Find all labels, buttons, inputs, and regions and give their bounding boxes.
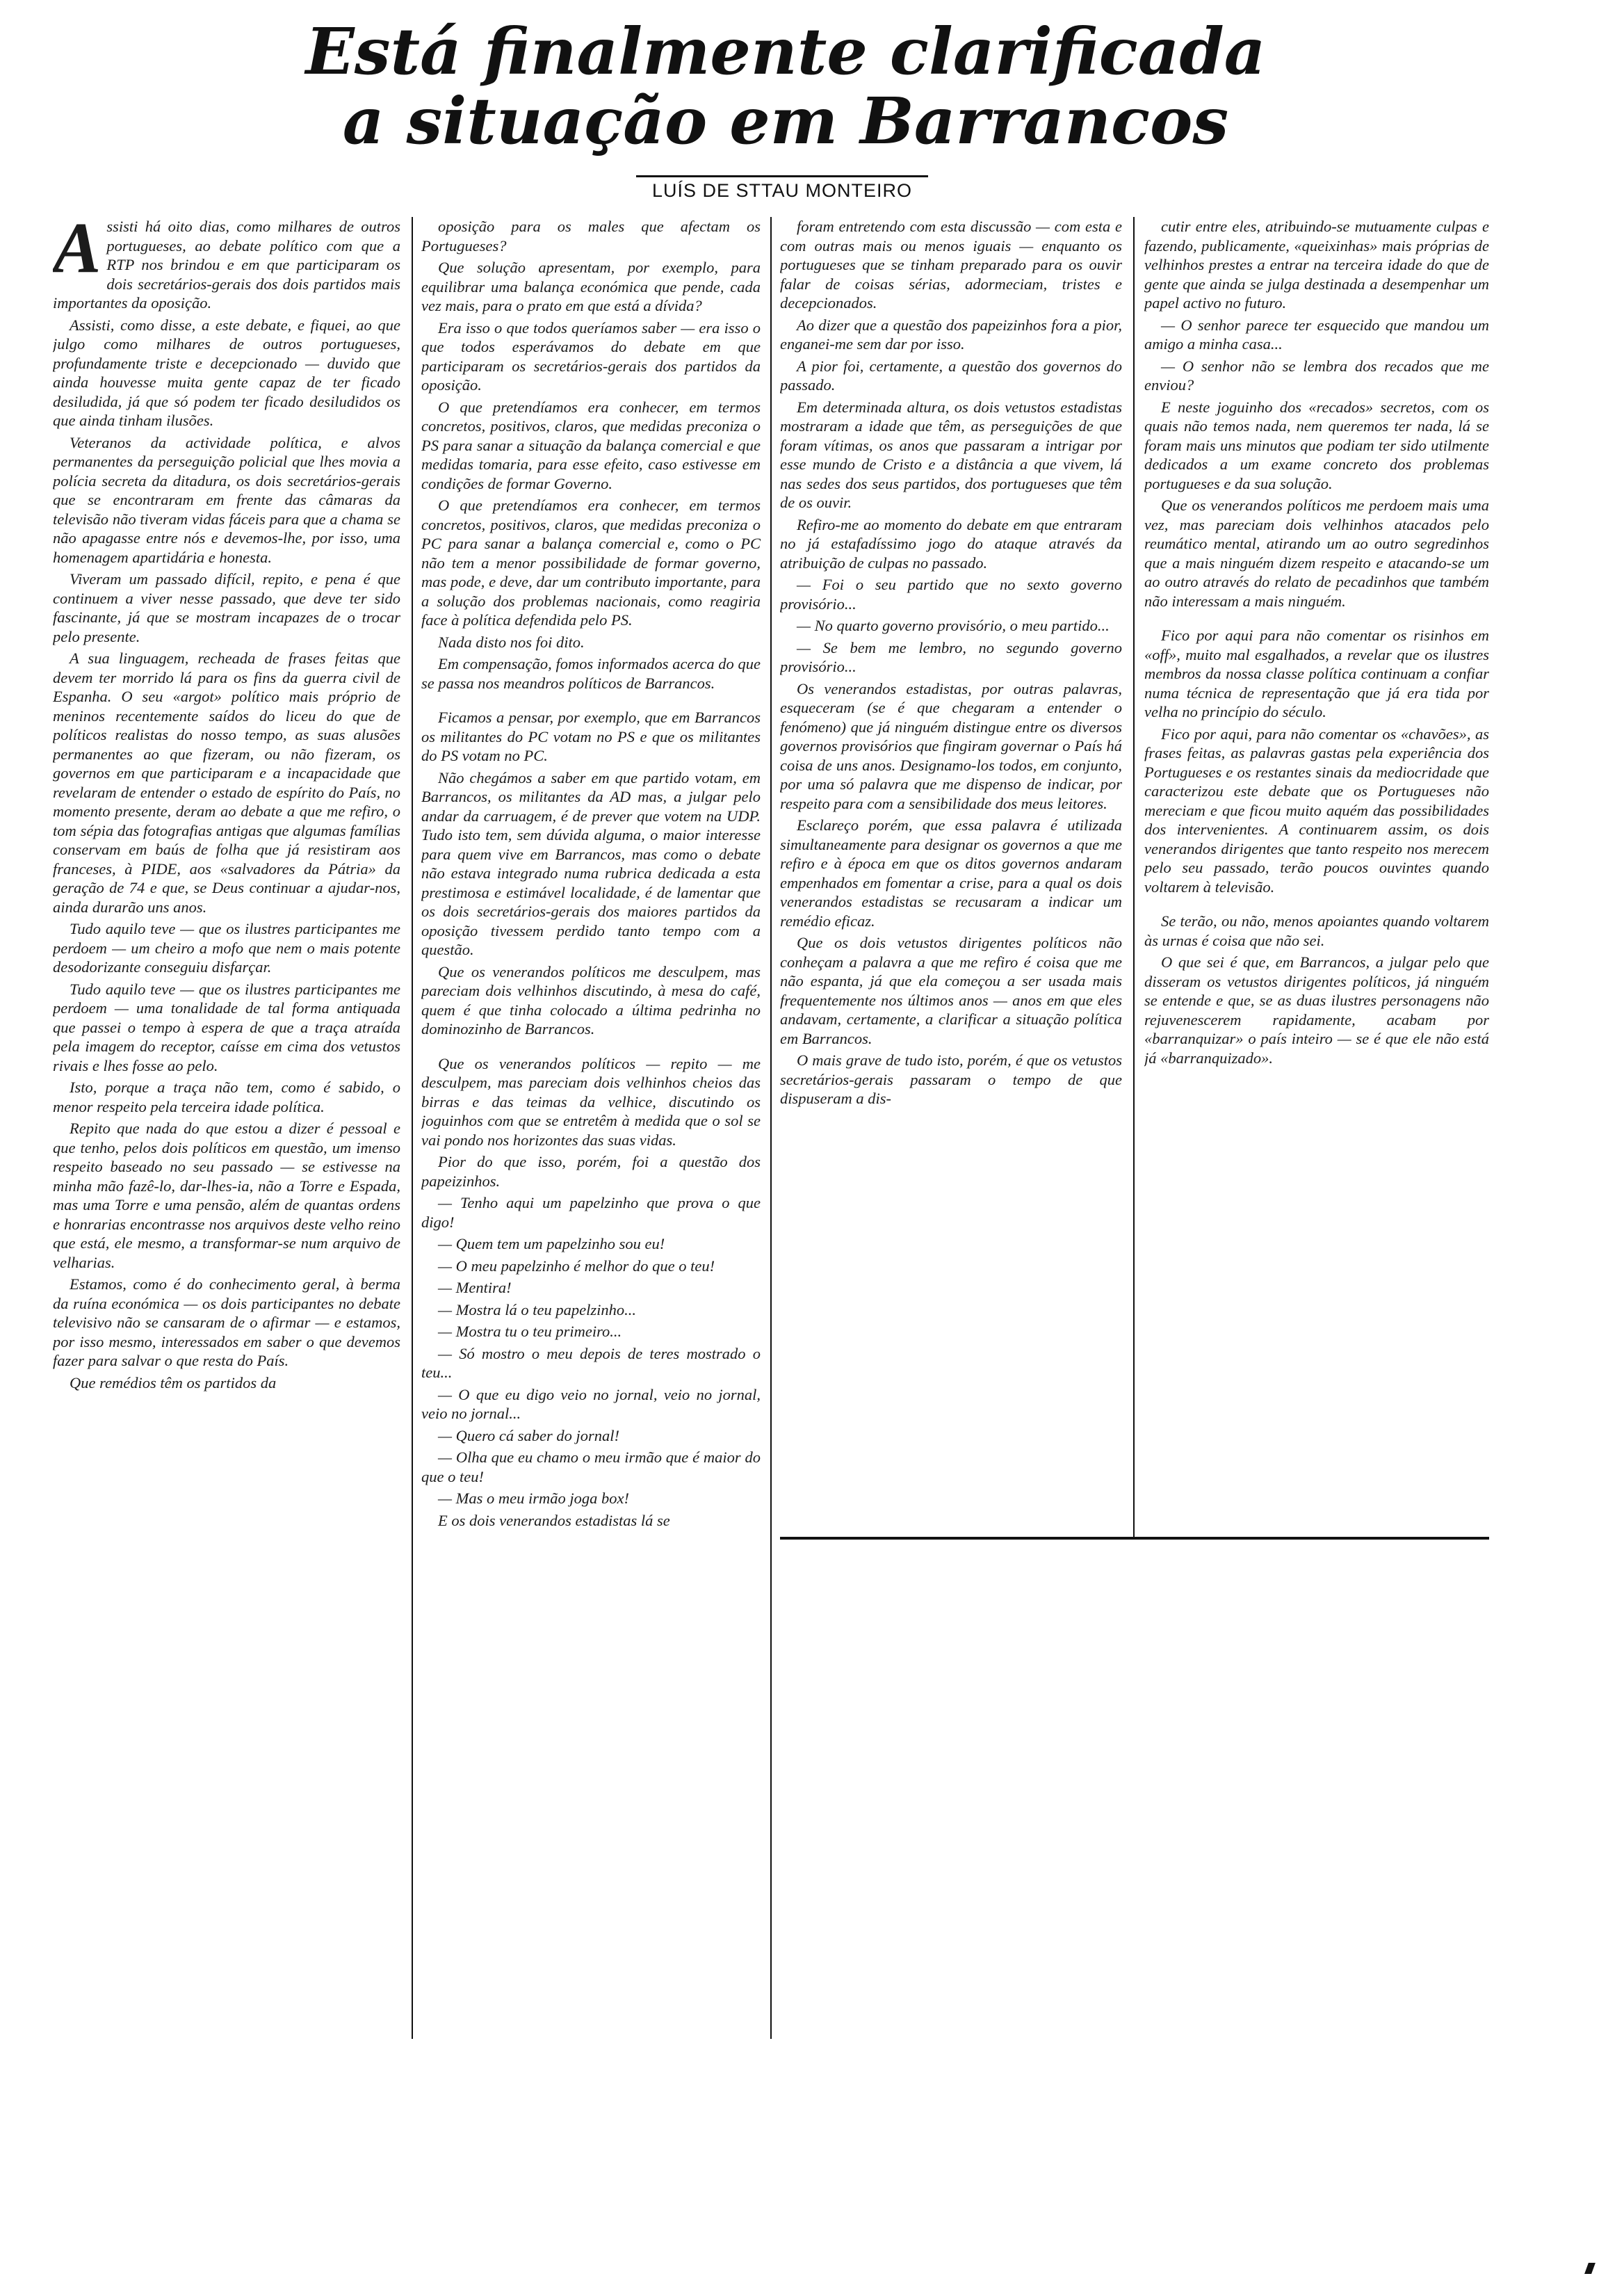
dialogue-line: — Quero cá saber do jornal! — [438, 1426, 620, 1444]
paragraph: Fico por aqui, para não comentar os «chavões», as frases feitas, as palavras gastas pela experiência dos Portugueses e os restantes sinais da mediocridade que caracterizou este debate que os Portugueses não mereciam e que ficou muito aquém das possibilidades dos intervenientes. A continuarem assim, os dois venerandos dirigentes que tanto respeito nos merecem pelo seu passado, terão poucos ouvintes quando voltarem à televisão. — [1144, 725, 1489, 896]
paragraph: Repito que nada do que estou a dizer é pessoal e que tenho, pelos dois políticos em questão, um imenso respeito baseado no seu passado — se estivesse na minha mão fazê-lo, dar-lhes-ia, não a Torre e Espada, mas uma Torre e uma pensão, além de quantas ordens e honrarias encontrasse nos arquivos deste velho reino que está, ele mesmo, a transformar-se num arquivo de velharias. — [53, 1120, 400, 1271]
dialogue-line: — O senhor não se lembra dos recados que me enviou? — [1144, 357, 1489, 394]
paragraph: Assisti há oito dias, como milhares de outros portugueses, ao debate político com que a RTP nos brindou e em que participaram os dois secretários-gerais dos dois partidos mais importantes da oposição. — [53, 217, 400, 312]
paragraph: Fico por aqui para não comentar os risinhos em «off», muito mal esgalhados, a revelar que os ilustres membros da nossa classe política continuam a confiar numa técnica de representação que já era tida por velha no princípio do século. — [1144, 627, 1489, 720]
paragraph: Que os venerandos políticos me perdoem mais uma vez, mas pareciam dois velhinhos atacados pelo reumático mental, atirando um ao outro segredinhos que a mais ninguém dizem respeito e atacando-se um ao outro através do relato de pecadinhos que também não interessam a mais ninguém. — [1144, 497, 1489, 610]
column-1 — [53, 217, 400, 2039]
paragraph: Em compensação, fomos informados acerca do que se passa nos meandros políticos de Barrancos. — [421, 655, 761, 692]
dialogue-line: — Só mostro o meu depois de teres mostrado o teu... — [421, 1344, 761, 1381]
paragraph: O mais grave de tudo isto, porém, é que os vetustos secretários-gerais passaram o tempo de que dispuseram a dis- — [780, 1051, 1122, 1107]
paragraph: Os venerandos estadistas, por outras palavras, esqueceram (se é que chegaram a entender o fenómeno) que já ninguém distingue entre os diversos governos provisórios que fingiram governar o País há coisa de uns anos. Designamo-los todos, em conjunto, por uma só palavra que me dispenso de indicar, por respeito para com a sensibilidade dos meus leitores. — [780, 679, 1122, 812]
paragraph: Assisti, como disse, a este debate, e fiquei, ao que julgo como milhares de outros portugueses, profundamente triste e decepcionado — duvido que ainda houvesse muita gente capaz de ter ficado desiludida, já que só podem ter ficado desiludidos os que ainda tinham ilusões. — [53, 316, 400, 429]
paragraph: oposição para os males que afectam os Portugueses? — [421, 218, 761, 255]
paragraph: A sua linguagem, recheada de frases feitas que devem ter morrido lá para os fins da guerra civil de Espanha. O seu «argot» político mais próprio de meninos recentemente saídos do liceu do que de políticos realistas do nosso tempo, as suas alusões permanentes ao que fizeram, ou não fizeram, os governos em que participaram e a incapacidade que revelaram de entender o estado de espírito do País, no momento presente, deram ao debate a que me refiro, o tom sépia das fotografias antigas que algumas famílias conservam em baús de folha que já resistiram aos franceses, à PIDE, aos «salvadores da Pátria» da geração de 74 e que, se Deus continuar a ajudar-nos, ainda durarão uns anos. — [53, 649, 400, 916]
column-divider — [412, 217, 413, 2039]
dialogue-line: — Tenho aqui um papelzinho que prova o que digo! — [421, 1194, 761, 1231]
byline: LUÍS DE STTAU MONTEIRO — [636, 175, 928, 202]
column-3 — [780, 217, 1122, 1524]
column-4 — [1144, 217, 1489, 1524]
article-end-rule — [780, 1537, 1489, 1540]
paragraph: Em determinada altura, os dois vetustos estadistas mostraram a idade que têm, as perseguições de que foram vítimas, os anos que passaram a intrigar por esse mundo de Cristo e a distância a que vivem, lá nas sedes dos seus partidos, dos portugueses que têm de os ouvir. — [780, 398, 1122, 511]
dialogue-line: — O meu papelzinho é melhor do que o teu! — [438, 1257, 715, 1275]
dialogue-line: — O senhor parece ter esquecido que mandou um amigo a minha casa... — [1144, 316, 1489, 353]
dialogue-line: — Quem tem um papelzinho sou eu! — [438, 1235, 665, 1252]
headline-line-2: a situação em Barrancos — [342, 83, 1229, 159]
paragraph: Pior do que isso, porém, foi a questão dos papeizinhos. — [421, 1153, 761, 1190]
dropcap: A — [53, 217, 102, 288]
column-divider — [1133, 217, 1135, 1538]
dialogue-line: — O que eu digo veio no jornal, veio no jornal, veio no jornal... — [421, 1385, 761, 1422]
paragraph: cutir entre eles, atribuindo-se mutuamente culpas e fazendo, publicamente, «queixinhas» mais próprias de velhinhos prestes a entrar na terceira idade do que de gente que ainda se julga destinada a desempenhar um papel activo no futuro. — [1144, 218, 1489, 312]
paragraph: Que remédios têm os partidos da — [70, 1373, 277, 1391]
paragraph: Refiro-me ao momento do debate em que entraram no já estafadíssimo jogo do ataque através da atribuição de culpas no passado. — [780, 515, 1122, 572]
column-divider — [770, 217, 772, 2039]
paragraph: Não chegámos a saber em que partido votam, em Barrancos, os militantes da AD mas, a julgar pelo andar da carruagem, é de prever que votem na UDP. Tudo isto tem, sem dúvida alguma, o maior interesse para quem vive em Barrancos, mas como o debate não estava integrado numa rubrica dedicada a esta prestimosa e estimável localidade, é de lamentar que os dois secretários-gerais dos maiores partidos da oposição tivessem perdido tanto tempo com a questão. — [421, 768, 761, 958]
paragraph: Tudo aquilo teve — que os ilustres participantes me perdoem — um cheiro a mofo que nem o mais potente desodorizante conseguiu disfarçar. — [53, 920, 400, 976]
paragraph: foram entretendo com esta discussão — com esta e com outras mais ou menos iguais — enquanto os portugueses que se tinham preparado para os ouvir falar de coisas sérias, adormeciam, tristes e decepcionados. — [780, 218, 1122, 312]
column-2 — [421, 217, 761, 2039]
paragraph: O que pretendíamos era conhecer, em termos concretos, positivos, claros, que medidas preconiza o PS para sanar a situação da balança comercial e que medidas tomaria, para esse efeito, caso estivesse em condições de formar Governo. — [421, 398, 761, 492]
paragraph: Estamos, como é do conhecimento geral, à berma da ruína económica — os dois participantes no debate televisivo não se cansaram de o afirmar — e estamos, por isso mesmo, interessados em saber o que devemos fazer para salvar o que resta do País. — [53, 1275, 400, 1369]
dialogue-line: — Mentira! — [438, 1279, 512, 1296]
dialogue-line: — Olha que eu chamo o meu irmão que é maior do que o teu! — [421, 1448, 761, 1485]
paragraph: A pior foi, certamente, a questão dos governos do passado. — [780, 357, 1122, 394]
paragraph: Que os venerandos políticos me desculpem, mas pareciam dois velhinhos discutindo, à mesa do café, quem é que tinha colocado a última pedrinha no dominozinho de Barrancos. — [421, 962, 761, 1038]
dialogue-line: — Foi o seu partido que no sexto governo provisório... — [780, 576, 1122, 613]
paragraph: E os dois venerandos estadistas lá se — [438, 1511, 670, 1529]
paragraph: Ao dizer que a questão dos papeizinhos fora a pior, enganei-me sem dar por isso. — [780, 316, 1122, 353]
dialogue-line: — No quarto governo provisório, o meu partido... — [797, 617, 1110, 634]
paragraph: Nada disto nos foi dito. — [438, 633, 585, 651]
paragraph: Se terão, ou não, menos apoiantes quando voltarem às urnas é coisa que não sei. — [1144, 912, 1489, 949]
headline — [292, 14, 1279, 159]
paragraph: O que pretendíamos era conhecer, em termos concretos, positivos, claros, que medidas preconiza o PC para sanar a balança comercial e, como o PC não tem a menor possibilidade de formar governo, mas pode, e deve, dar um contributo importante, para a solução dos problemas nacionais, como reagiria face à política defendida pelo PS. — [421, 497, 761, 629]
paragraph: Que os venerandos políticos — repito — me desculpem, mas pareciam dois velhinhos cheios das birras e das teimas da velhice, discutindo os joguinhos com que se entretêm à medida que o sol se vai pondo nos horizontes das suas vidas. — [421, 1054, 761, 1149]
dialogue-line: — Mostra lá o teu papelzinho... — [438, 1300, 636, 1318]
dialogue-line: — Mostra tu o teu primeiro... — [438, 1323, 622, 1340]
paragraph: Isto, porque a traça não tem, como é sabido, o menor respeito pela terceira idade política. — [53, 1079, 400, 1115]
paragraph: Veteranos da actividade política, e alvos permanentes da perseguição policial que lhes movia a polícia secreta da ditadura, os dois secretários-gerais que se encontraram em frente das câmaras da televisão não tiveram vidas fáceis para que a chama se não apagasse entre nós e devemos-lhe, por isso, uma homenagem apartidária e honesta. — [53, 433, 400, 566]
paragraph: Esclareço porém, que essa palavra é utilizada simultaneamente para designar os governos a que me refiro e à época em que os ditos governos andaram empenhados em fomentar a crise, para a qual os dois venerandos estadistas se recusaram a indicar um remédio eficaz. — [780, 816, 1122, 930]
paragraph: Que os dois vetustos dirigentes políticos não conheçam a palavra a que me refiro é coisa que me não espanta, já que ela começou a ser usada mais frequentemente nos últimos anos — anos em que eles andavam, certamente, a clarificar a situação política em Barrancos. — [780, 934, 1122, 1047]
paragraph: Tudo aquilo teve — que os ilustres participantes me perdoem — uma tonalidade de tal forma antiquada que passei o tempo à espera de que a traça atraída pela imagem do receptor, caísse em cima dos vetustos rivais e lhes fosse ao pelo. — [53, 980, 400, 1074]
page-corner-mark — [1584, 2263, 1595, 2274]
paragraph: Viveram um passado difícil, repito, e pena é que continuem a viver nesse passado, que deve ter sido fascinante, já que se mostram incapazes de o trocar pelo presente. — [53, 570, 400, 645]
paragraph: E neste joguinho dos «recados» secretos, com os quais não temos nada, nem queremos ter nada, lá se foram mais uns minutos que podiam ter sido utilmente dedicados a um exame concreto dos problemas portugueses e da sua solução. — [1144, 398, 1489, 492]
paragraph: Ficamos a pensar, por exemplo, que em Barrancos os militantes do PC votam no PS e que os militantes do PS votam no PC. — [421, 709, 761, 764]
paragraph: Que solução apresentam, por exemplo, para equilibrar uma balança económica que pende, cada vez mais, para o prato em que está a dívida? — [421, 259, 761, 314]
headline-line-1: Está finalmente clarificada — [305, 14, 1266, 89]
paragraph: Era isso o que todos queríamos saber — era isso o que todos esperávamos do debate em que participaram os secretários-gerais dos partidos da oposição. — [421, 318, 761, 394]
paragraph: O que sei é que, em Barrancos, a julgar pelo que disseram os vetustos dirigentes políticos, já ninguém se entende e que, se as duas ilustres personagens não rejuvenescerem rapidamente, acabam por «barranquizar» o país inteiro — se é que ele não está já «barranquizado». — [1144, 953, 1489, 1067]
dialogue-line: — Mas o meu irmão joga box! — [438, 1490, 629, 1507]
dialogue-line: — Se bem me lembro, no segundo governo provisório... — [780, 638, 1122, 675]
